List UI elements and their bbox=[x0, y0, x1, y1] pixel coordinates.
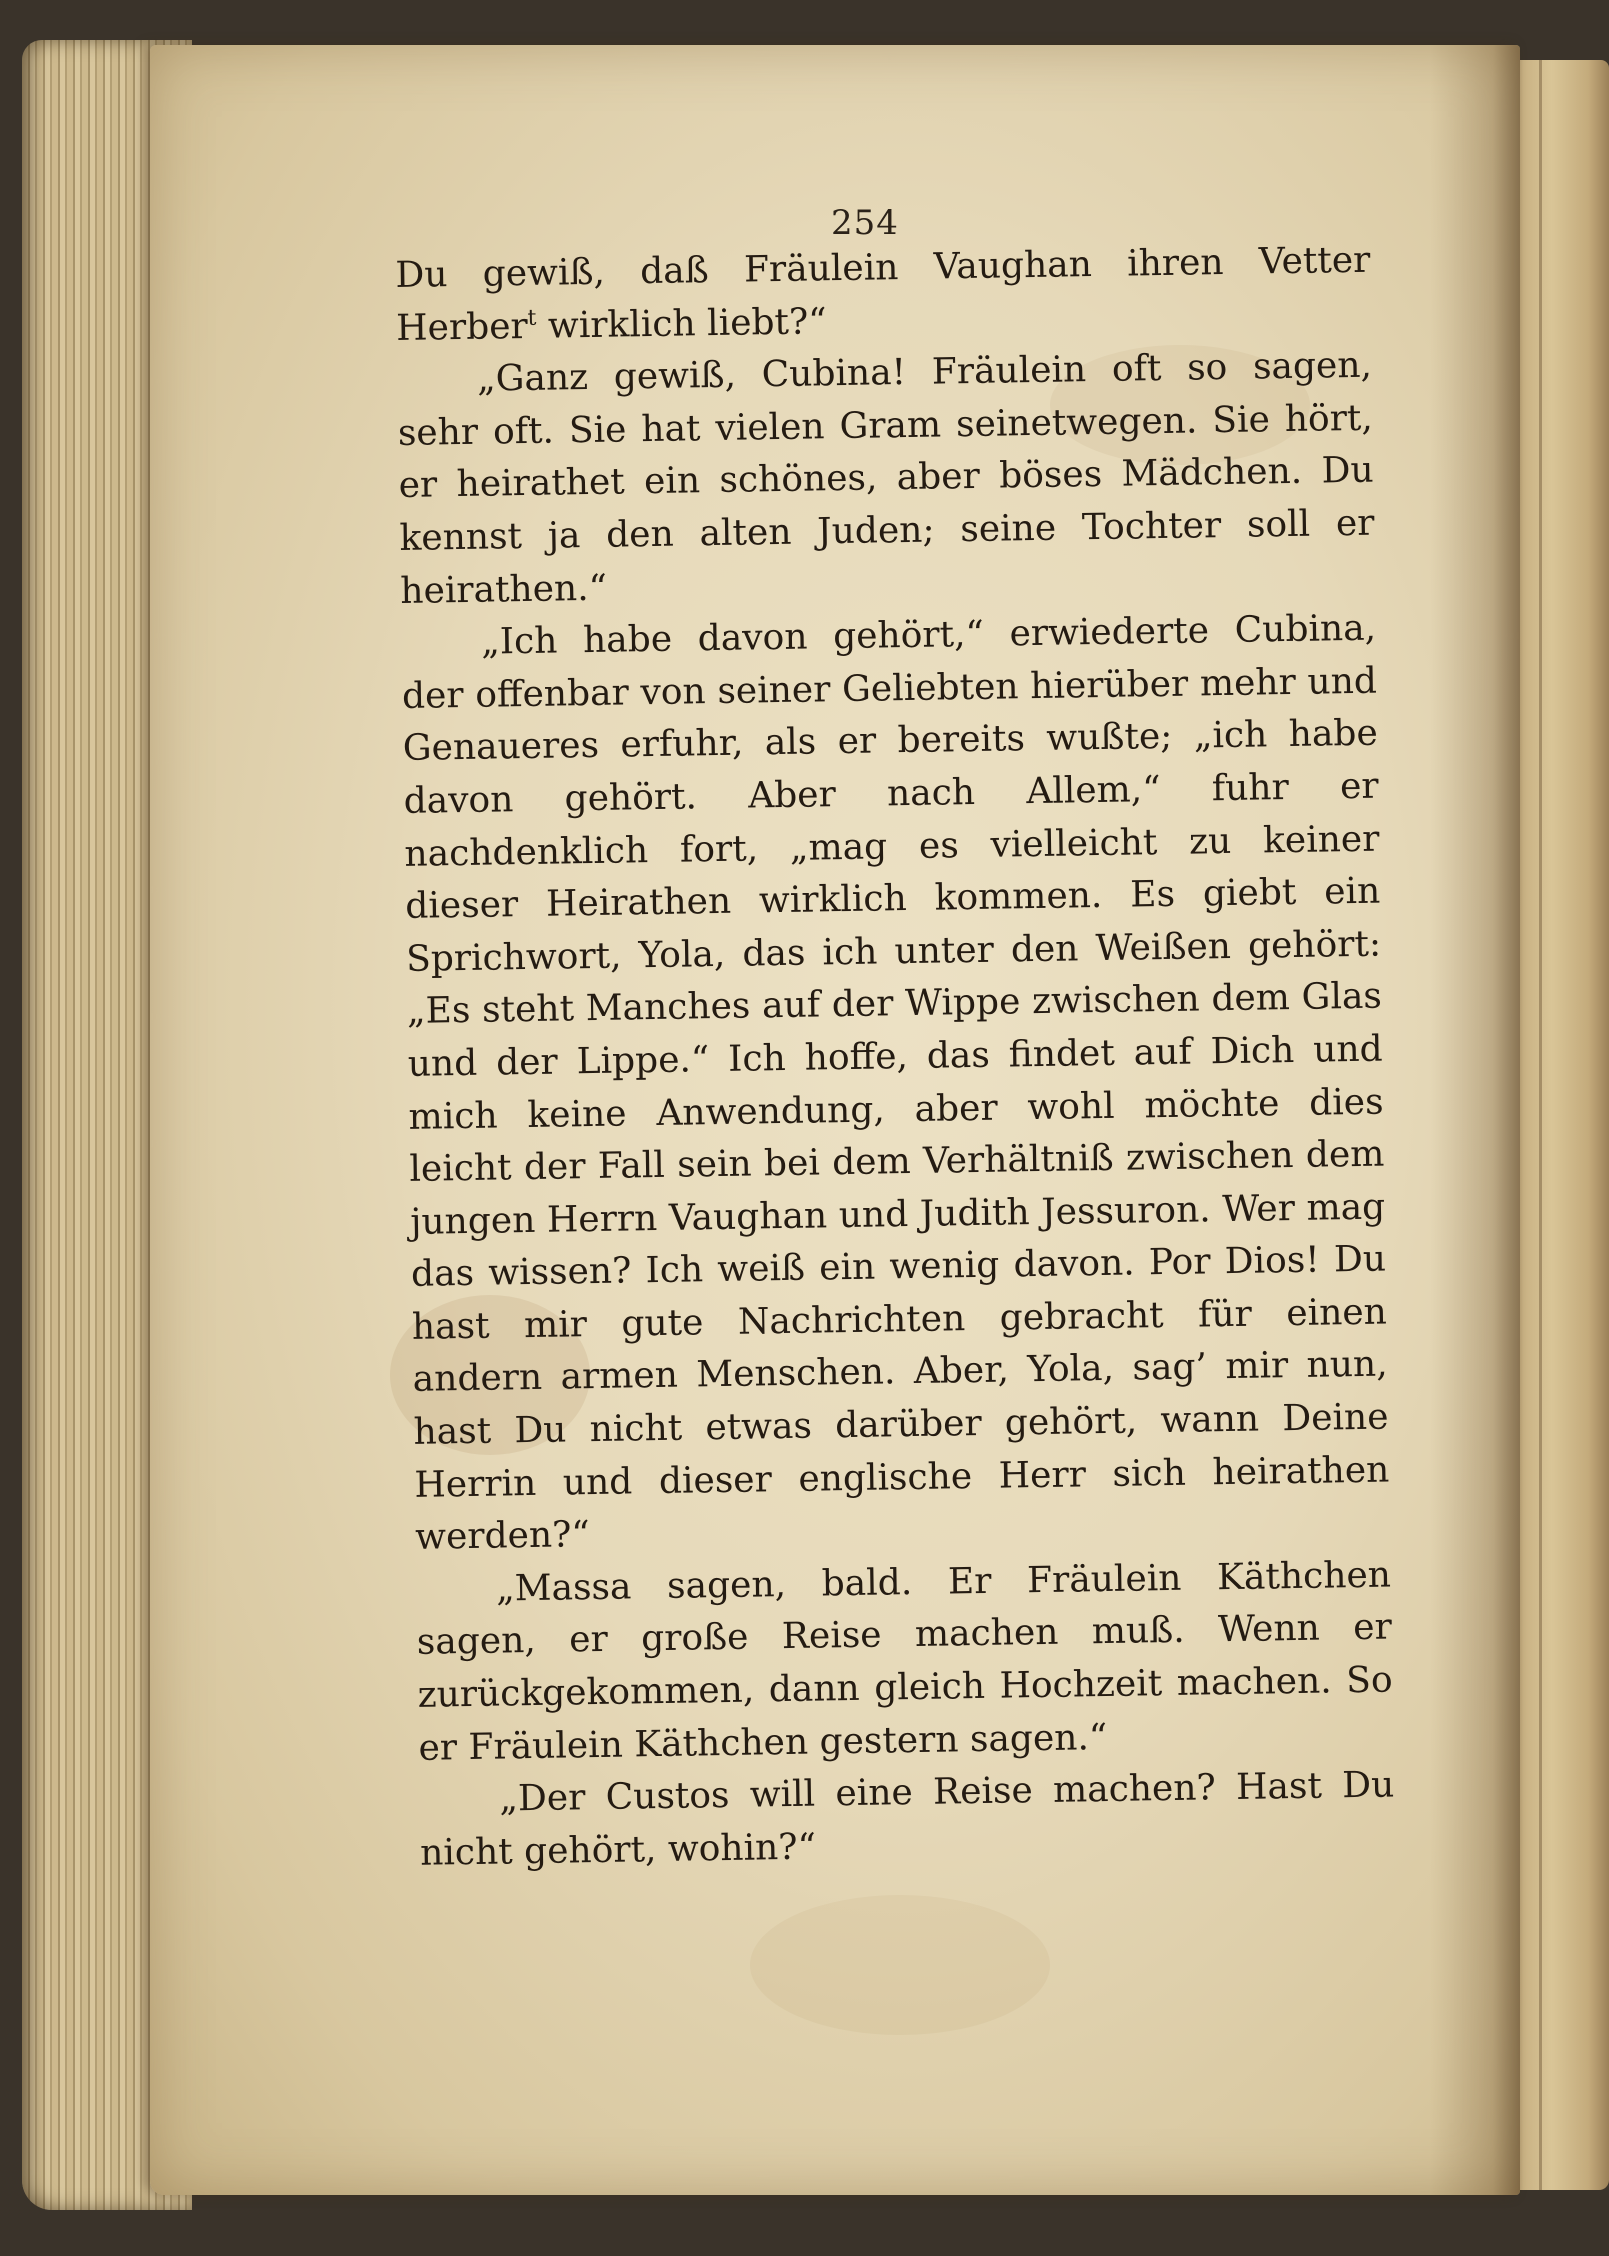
paragraph: „Der Custos will eine Reise machen? Hast Du nicht gehört, wohin?“ bbox=[419, 1764, 1395, 1874]
paper-stain bbox=[750, 1895, 1050, 2035]
paragraph-text: Du gewiß, daß Fräulein Vaughan ihren Vetter Herber bbox=[395, 239, 1371, 349]
body-text bbox=[395, 235, 1395, 1881]
paragraph: „Ich habe davon gehört,“ erwiederte Cubina, der offenbar von seiner Geliebten hierüber mehr und Genaueres erfuhr, als er bereits wußte; „ich habe davon gehört. Aber nach Allem,“ fuhr er nachdenklich fort, „mag es vielleicht zu keiner dieser Heirathen wirklich kommen. Es giebt ein Sprichwort, Yola, das ich unter den Weißen gehört: „Es steht Manches auf der Wippe zwischen dem Glas und der Lippe.“ Ich hoffe, das findet auf Dich und mich keine Anwendung, aber wohl möchte dies leicht der Fall sein bei dem Verhältniß zwischen dem jungen Herrn Vaughan und Judith Jessuron. Wer mag das wissen? Ich weiß ein wenig davon. Por Dios! Du hast mir gute Nachrichten gebracht für einen andern armen Menschen. Aber, Yola, sag’ mir nun, hast Du nicht etwas darüber gehört, wann Deine Herrin und dieser englische Herr sich heirathen werden?“ bbox=[401, 607, 1390, 1559]
paragraph: „Massa sagen, bald. Er Fräulein Käthchen sagen, er große Reise machen muß. Wenn er zurückgekommen, dann gleich Hochzeit machen. So er Fräulein Käthchen gestern sagen.“ bbox=[416, 1554, 1393, 1769]
spine-shadow bbox=[1430, 45, 1520, 2195]
paragraph bbox=[395, 235, 1372, 355]
paragraph-text-tail: wirklich liebt?“ bbox=[536, 300, 827, 347]
continuation-mark: t bbox=[527, 305, 537, 331]
page-number: 254 bbox=[831, 203, 899, 243]
paragraph: „Ganz gewiß, Cubina! Fräulein oft so sagen, sehr oft. Sie hat vielen Gram seinetwegen. Sie hört, er heirathet ein schönes, aber böses Mädchen. Du kennst ja den alten Juden; seine Tochter soll er heirathen.“ bbox=[397, 344, 1375, 612]
facing-page-edge bbox=[1505, 60, 1609, 2190]
